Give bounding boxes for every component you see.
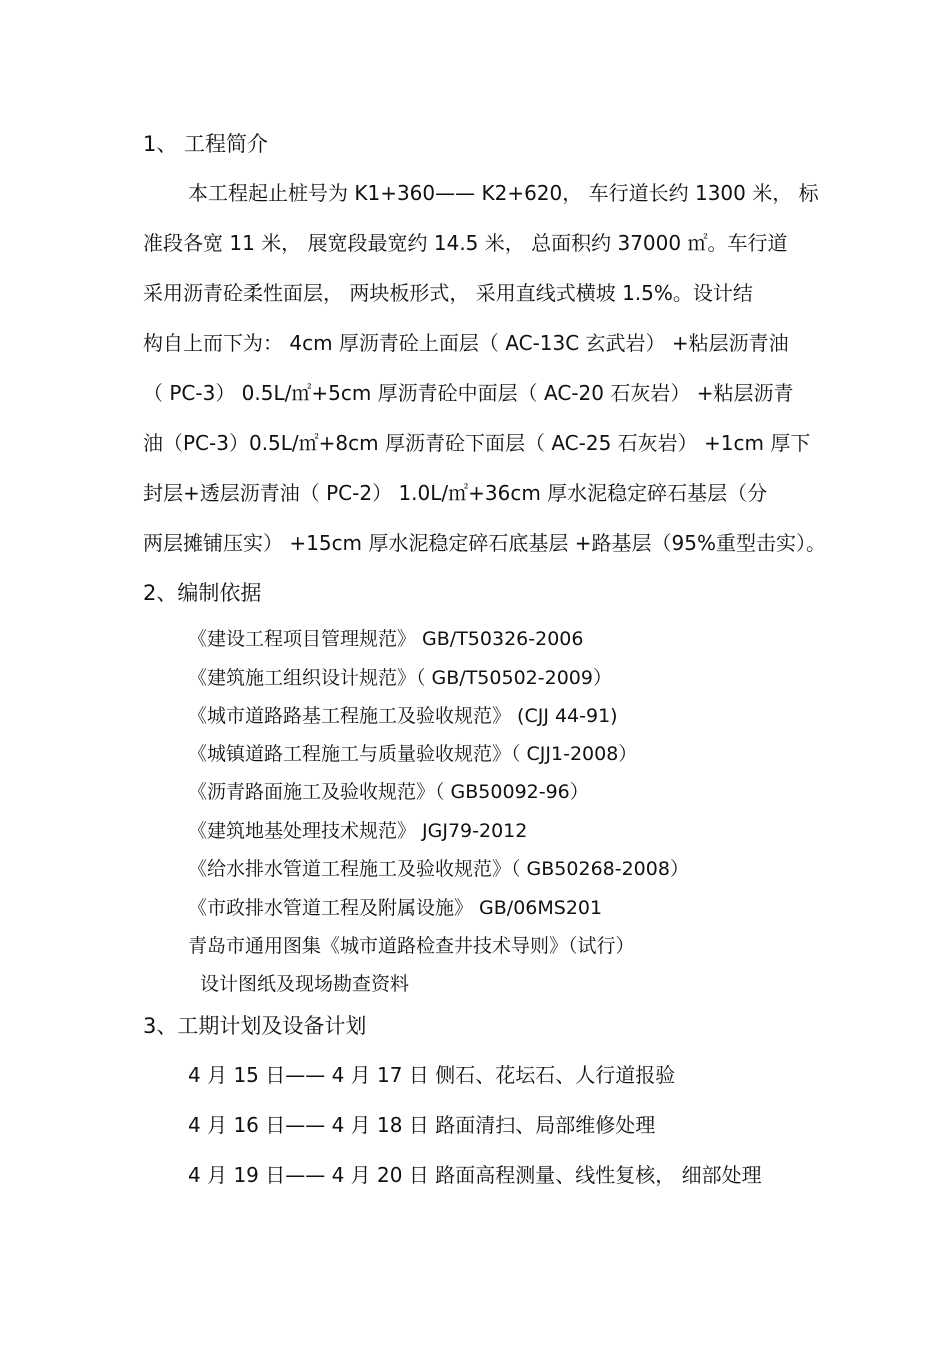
- section1-paragraph-line: （ PC-3） 0.5L/㎡+5cm 厚沥青砼中面层（ AC-20 石灰岩） +粘层沥青: [143, 381, 794, 405]
- reference-item: 《建设工程项目管理规范》 GB/T50326-2006: [188, 628, 584, 650]
- section3-heading: 3、工期计划及设备计划: [143, 1014, 367, 1038]
- schedule-item: 4 月 19 日—— 4 月 20 日 路面高程测量、线性复核， 细部处理: [188, 1163, 762, 1187]
- reference-item: 《建筑地基处理技术规范》 JGJ79-2012: [188, 820, 528, 842]
- section2-heading: 2、编制依据: [143, 581, 262, 605]
- reference-item: 《城镇道路工程施工与质量验收规范》（ CJJ1-2008）: [188, 743, 638, 765]
- reference-item: 《给水排水管道工程施工及验收规范》（ GB50268-2008）: [188, 858, 689, 880]
- reference-item: 《城市道路路基工程施工及验收规范》 (CJJ 44-91): [188, 705, 618, 727]
- reference-item: 《沥青路面施工及验收规范》（ GB50092-96）: [188, 781, 589, 803]
- section1-paragraph-line: 构自上而下为： 4cm 厚沥青砼上面层（ AC-13C 玄武岩） +粘层沥青油: [143, 331, 789, 355]
- section1-paragraph-line: 两层摊铺压实） +15cm 厚水泥稳定碎石底基层 +路基层（95%重型击实）。: [143, 531, 826, 555]
- reference-item: 《市政排水管道工程及附属设施》 GB/06MS201: [188, 897, 603, 919]
- section1-paragraph-line: 油（PC-3）0.5L/㎡+8cm 厚沥青砼下面层（ AC-25 石灰岩） +1cm 厚下: [143, 431, 811, 455]
- section1-paragraph-line: 采用沥青砼柔性面层， 两块板形式， 采用直线式横坡 1.5%。设计结: [143, 281, 753, 305]
- section1-paragraph-line: 封层+透层沥青油（ PC-2） 1.0L/㎡+36cm 厚水泥稳定碎石基层（分: [143, 481, 768, 505]
- section1-paragraph-line: 本工程起止桩号为 K1+360—— K2+620， 车行道长约 1300 米， 标: [188, 181, 819, 205]
- reference-item: 青岛市通用图集《城市道路检查井技术导则》（试行）: [188, 935, 635, 957]
- schedule-item: 4 月 15 日—— 4 月 17 日 侧石、花坛石、人行道报验: [188, 1063, 676, 1087]
- section1-paragraph-line: 准段各宽 11 米， 展宽段最宽约 14.5 米， 总面积约 37000 ㎡。车行道: [143, 231, 788, 255]
- section1-heading: 1、 工程简介: [143, 132, 269, 156]
- reference-item: 《建筑施工组织设计规范》（ GB/T50502-2009）: [188, 667, 612, 689]
- schedule-item: 4 月 16 日—— 4 月 18 日 路面清扫、局部维修处理: [188, 1113, 656, 1137]
- reference-item: 设计图纸及现场勘查资料: [200, 973, 410, 995]
